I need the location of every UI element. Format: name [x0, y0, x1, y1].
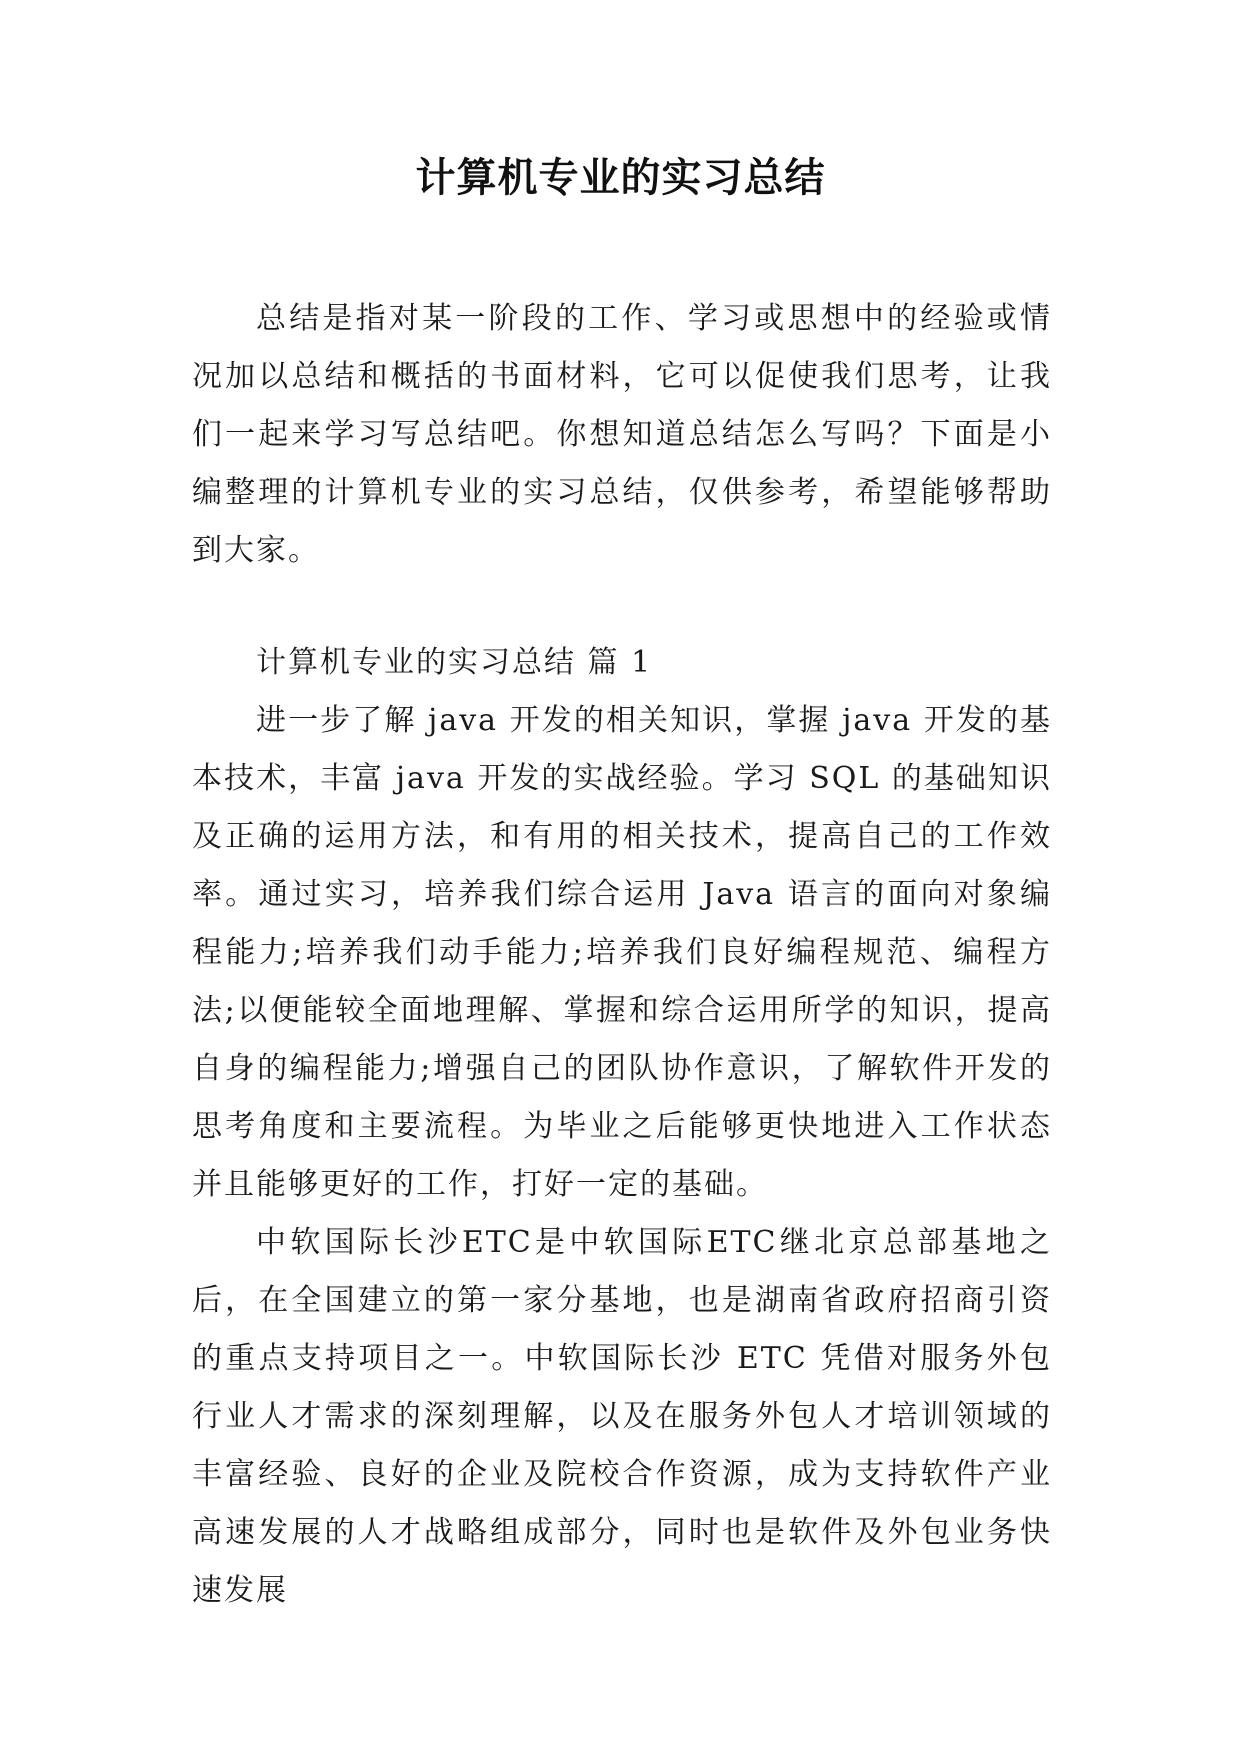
- body-paragraph-1: 进一步了解 java 开发的相关知识，掌握 java 开发的基本技术，丰富 java 开发的实战经验。学习 SQL 的基础知识及正确的运用方法，和有用的相关技术，提高自己的工作效率。通过实习，培养我们综合运用 Java 语言的面向对象编程能力;培养我们动手能力;培养我们良好编程规范、编程方法;以便能较全面地理解、掌握和综合运用所学的知识，提高自身的编程能力;增强自己的团队协作意识，了解软件开发的思考角度和主要流程。为毕业之后能够更快地进入工作状态并且能够更好的工作，打好一定的基础。: [192, 703, 1052, 1202]
- intro-block: [192, 290, 1052, 580]
- section-1: [192, 634, 1052, 1620]
- section-heading: 计算机专业的实习总结 篇 1: [256, 645, 653, 680]
- document-title: 计算机专业的实习总结: [415, 155, 826, 201]
- body-paragraph-2: 中软国际长沙ETC是中软国际ETC继北京总部基地之后，在全国建立的第一家分基地，也是湖南省政府招商引资的重点支持项目之一。中软国际长沙 ETC 凭借对服务外包行业人才需求的深刻理解，以及在服务外包人才培训领域的丰富经验、良好的企业及院校合作资源，成为支持软件产业高速发展的人才战略组成部分，同时也是软件及外包业务快速发展: [192, 1225, 1052, 1608]
- intro-paragraph: 总结是指对某一阶段的工作、学习或思想中的经验或情况加以总结和概括的书面材料，它可以促使我们思考，让我们一起来学习写总结吧。你想知道总结怎么写吗？下面是小编整理的计算机专业的实习总结，仅供参考，希望能够帮助到大家。: [192, 301, 1052, 568]
